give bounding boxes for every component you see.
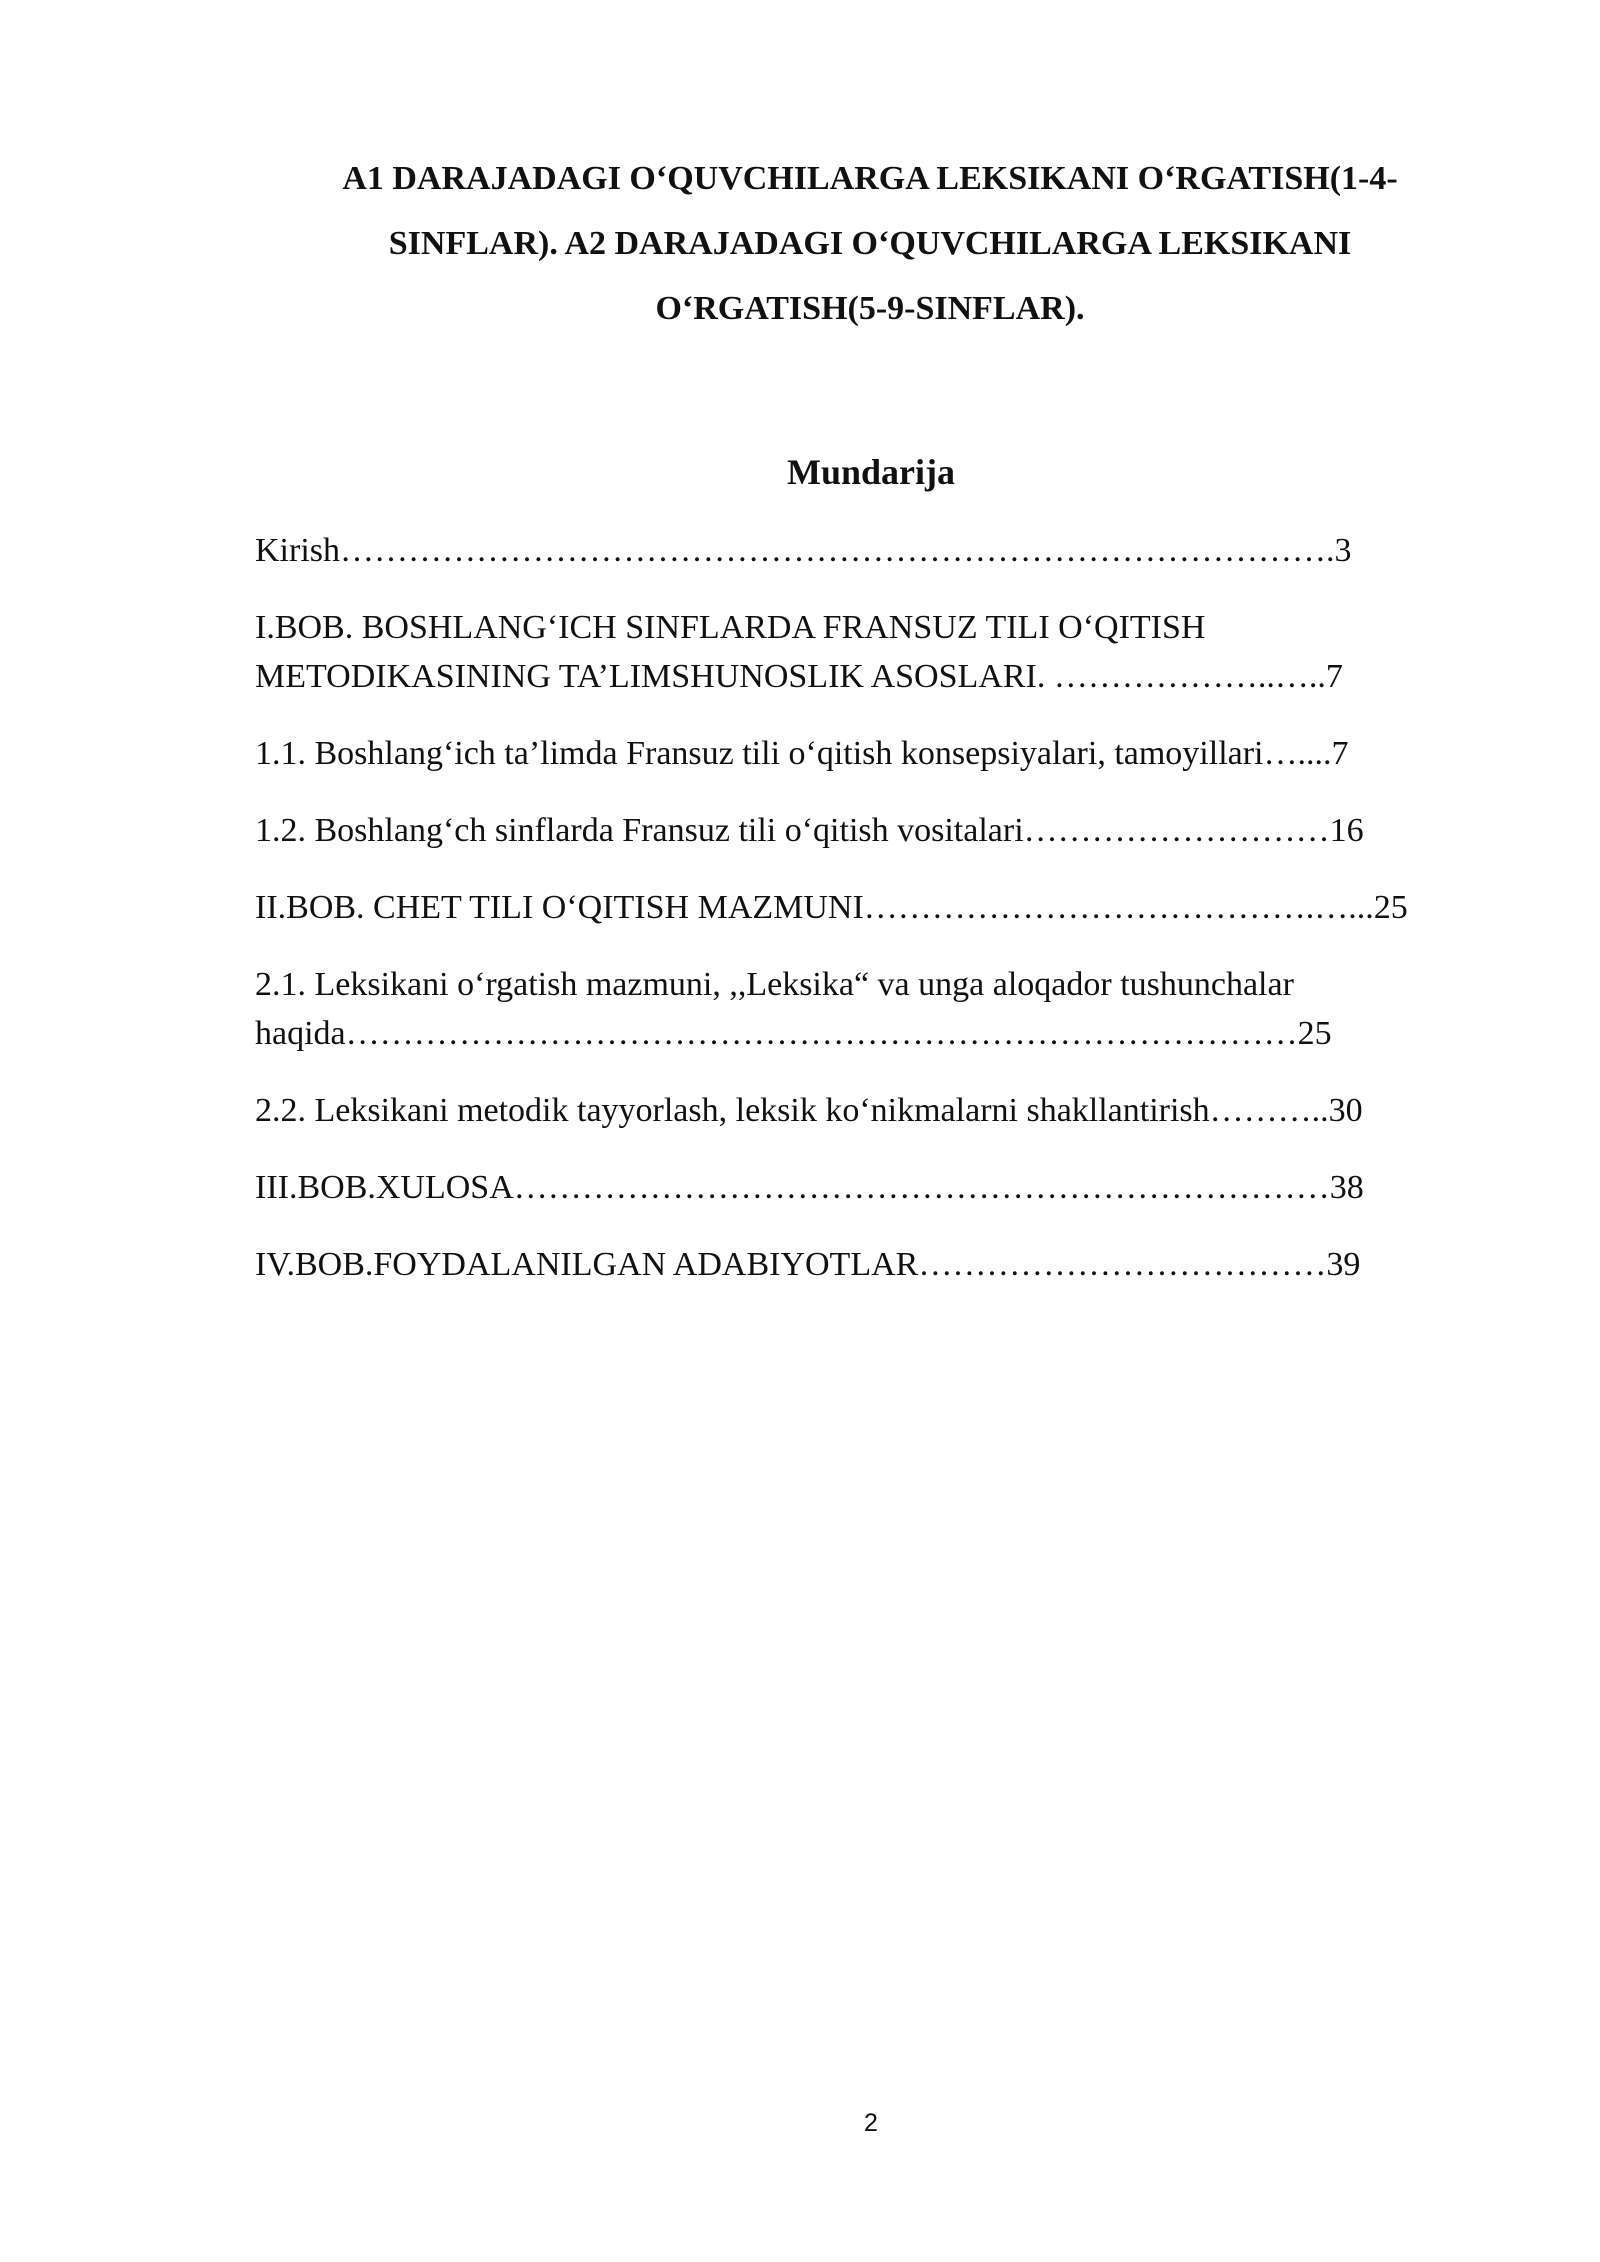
toc-entry-section-1-1: 1.1. Boshlang‘ich ta’limda Fransuz tili o‘qitish konsepsiyalari, tamoyillari…....7 (255, 735, 1349, 772)
toc-heading: Mundarija (786, 452, 955, 492)
table-of-contents (255, 526, 1495, 1317)
toc-entry-section-2-2: 2.2. Leksikani metodik tayyorlash, leksik ko‘nikmalarni shakllantirish………..30 (255, 1092, 1363, 1129)
toc-entry-section-2-1: 2.1. Leksikani o‘rgatish mazmuni, ,,Leksika“ va unga aloqador tushunchalar haqida…………………………………………………………………………25 (255, 966, 1332, 1052)
document-title: A1 DARAJADAGI O‘QUVCHILARGA LEKSIKANI O‘RGATISH(1-4-SINFLAR). A2 DARAJADAGI O‘QUVCHILARGA LEKSIKANI O‘RGATISH(5-9-SINFLAR). (342, 160, 1398, 327)
toc-entry-chapter-1: I.BOB. BOSHLANG‘ICH SINFLARDA FRANSUZ TILI O‘QITISH METODIKASINING TA’LIMSHUNOSLIK ASOSLARI. ………………..…..7 (255, 609, 1343, 695)
toc-entry-kirish: Kirish…………………………………………………………………………….3 (255, 532, 1352, 569)
toc-entry-chapter-3: III.BOB.XULOSA………………………………………………………………38 (255, 1169, 1364, 1206)
toc-entry-chapter-2: II.BOB. CHET TILI O‘QITISH MAZMUNI………………………………….…...25 (255, 889, 1408, 926)
toc-entry-section-1-2: 1.2. Boshlang‘ch sinflarda Fransuz tili o‘qitish vositalari………………………16 (255, 812, 1364, 849)
page-number: 2 (864, 2109, 878, 2137)
toc-entry-chapter-4: IV.BOB.FOYDALANILGAN ADABIYOTLAR………………………………39 (255, 1246, 1361, 1283)
